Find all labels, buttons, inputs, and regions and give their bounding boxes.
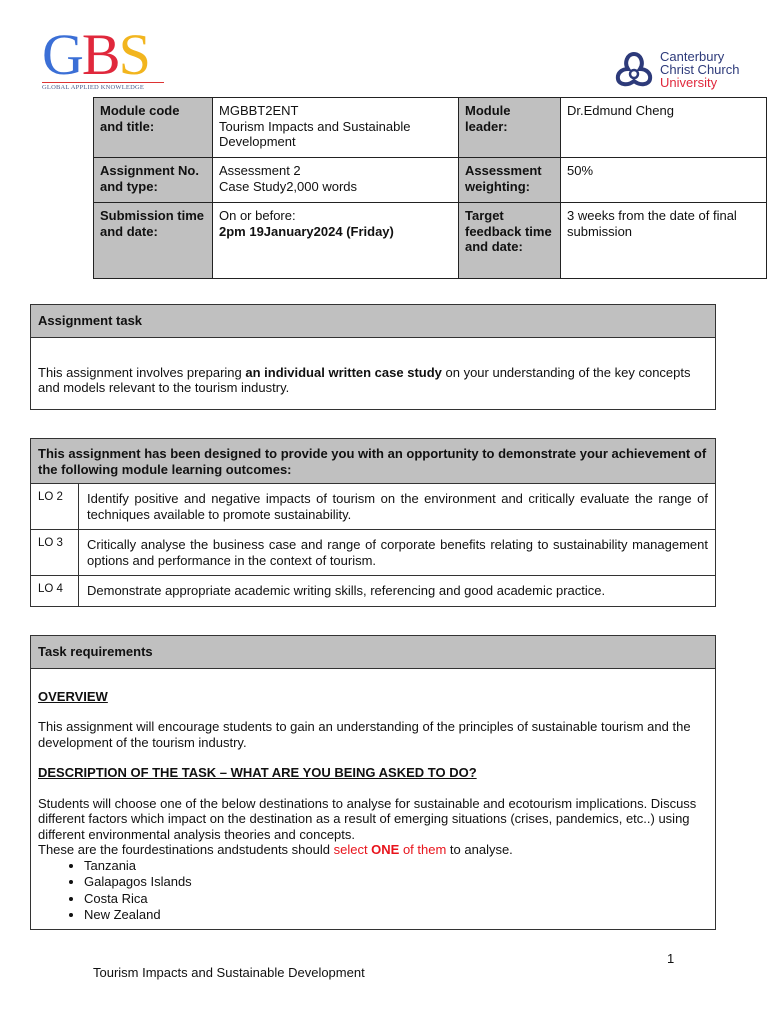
gbs-logo [42, 22, 167, 92]
task-requirements-heading: Task requirements [31, 636, 715, 669]
feedback-label: Target feedback time and date: [459, 203, 561, 279]
list-item: • Costa Rica [84, 891, 708, 908]
learning-outcomes-heading: This assignment has been designed to provide you with an opportunity to demonstrate your achievement of the following module learning outcomes: [31, 439, 715, 484]
assignment-task-body: This assignment involves preparing an individual written case study on your understanding of the key concepts and models relevant to the tourism industry. [38, 364, 691, 395]
lo-code: LO 2 [31, 484, 79, 529]
page-number: 1 [667, 951, 675, 966]
learning-outcome-row [31, 575, 715, 606]
weighting-value: 50% [561, 158, 767, 203]
list-item: • Galapagos Islands [84, 874, 708, 891]
description-heading: DESCRIPTION OF THE TASK – WHAT ARE YOU BEING ASKED TO DO? [38, 765, 477, 780]
assignment-number: Assessment 2 [219, 163, 301, 178]
leader-label: Module leader: [459, 98, 561, 158]
trefoil-icon [614, 51, 654, 87]
assignment-task-section [30, 304, 716, 410]
learning-outcomes-section [30, 438, 716, 607]
table-row [94, 98, 767, 158]
lo-code: LO 3 [31, 530, 79, 575]
task-requirements-section [30, 635, 716, 930]
learning-outcome-row [31, 529, 715, 575]
lo-code: LO 4 [31, 576, 79, 606]
lo-text: Identify positive and negative impacts of tourism on the environment and critically evaluate the range of techniques available to promote sustainability. [87, 491, 708, 522]
assignment-type: Case Study2,000 words [219, 178, 358, 194]
cccu-wordmark: Canterbury Christ Church University [660, 48, 740, 90]
emphasis-text: an individual written case study [245, 364, 442, 380]
submission-prefix: On or before: [219, 208, 296, 223]
learning-outcome-row [31, 484, 715, 529]
submission-label: Submission time and date: [94, 203, 213, 279]
submission-value [213, 203, 459, 279]
destinations-list [38, 858, 708, 924]
task-requirements-body [31, 669, 715, 931]
assignment-label: Assignment No. and type: [94, 158, 213, 203]
table-row [94, 203, 767, 279]
assignment-value [213, 158, 459, 203]
module-title: Tourism Impacts and Sustainable Development [219, 118, 411, 149]
overview-heading: OVERVIEW [38, 688, 108, 704]
cccu-logo [614, 45, 764, 93]
list-item: • Tanzania [84, 858, 708, 875]
overview-text: This assignment will encourage students to gain an understanding of the principles of sustainable tourism and the development of the tourism industry. [38, 719, 691, 750]
learning-outcomes-list [31, 484, 715, 606]
select-instruction: These are the fourdestinations andstudents should select ONE of them to analyse. [38, 842, 513, 857]
lo-text: Demonstrate appropriate academic writing skills, referencing and good academic practice. [87, 583, 606, 598]
table-row [94, 158, 767, 203]
lo-text: Critically analyse the business case and range of corporate benefits relating to sustainability management options and performance in the context of tourism. [87, 537, 708, 568]
module-label: Module code and title: [94, 98, 213, 158]
module-code: MGBBT2ENT [219, 103, 299, 118]
gbs-logo-letters: GBS [42, 22, 149, 87]
assignment-task-heading: Assignment task [31, 305, 715, 338]
list-item: • New Zealand [84, 907, 708, 924]
feedback-value: 3 weeks from the date of final submission [561, 203, 767, 279]
description-text: Students will choose one of the below destinations to analyse for sustainable and ecotourism implications. Discuss different factors which impact on the destination as a result of emerging situations (crises, pandemics, etc..) using different environmental analysis theories and concepts. [38, 795, 697, 842]
module-value [213, 98, 459, 158]
footer-title: Tourism Impacts and Sustainable Development [93, 965, 365, 980]
gbs-tagline: GLOBAL APPLIED KNOWLEDGE [42, 84, 145, 91]
module-info-table [93, 97, 767, 279]
leader-value: Dr.Edmund Cheng [561, 98, 767, 158]
weighting-label: Assessment weighting: [459, 158, 561, 203]
submission-deadline: 2pm 19January2024 (Friday) [219, 223, 394, 239]
